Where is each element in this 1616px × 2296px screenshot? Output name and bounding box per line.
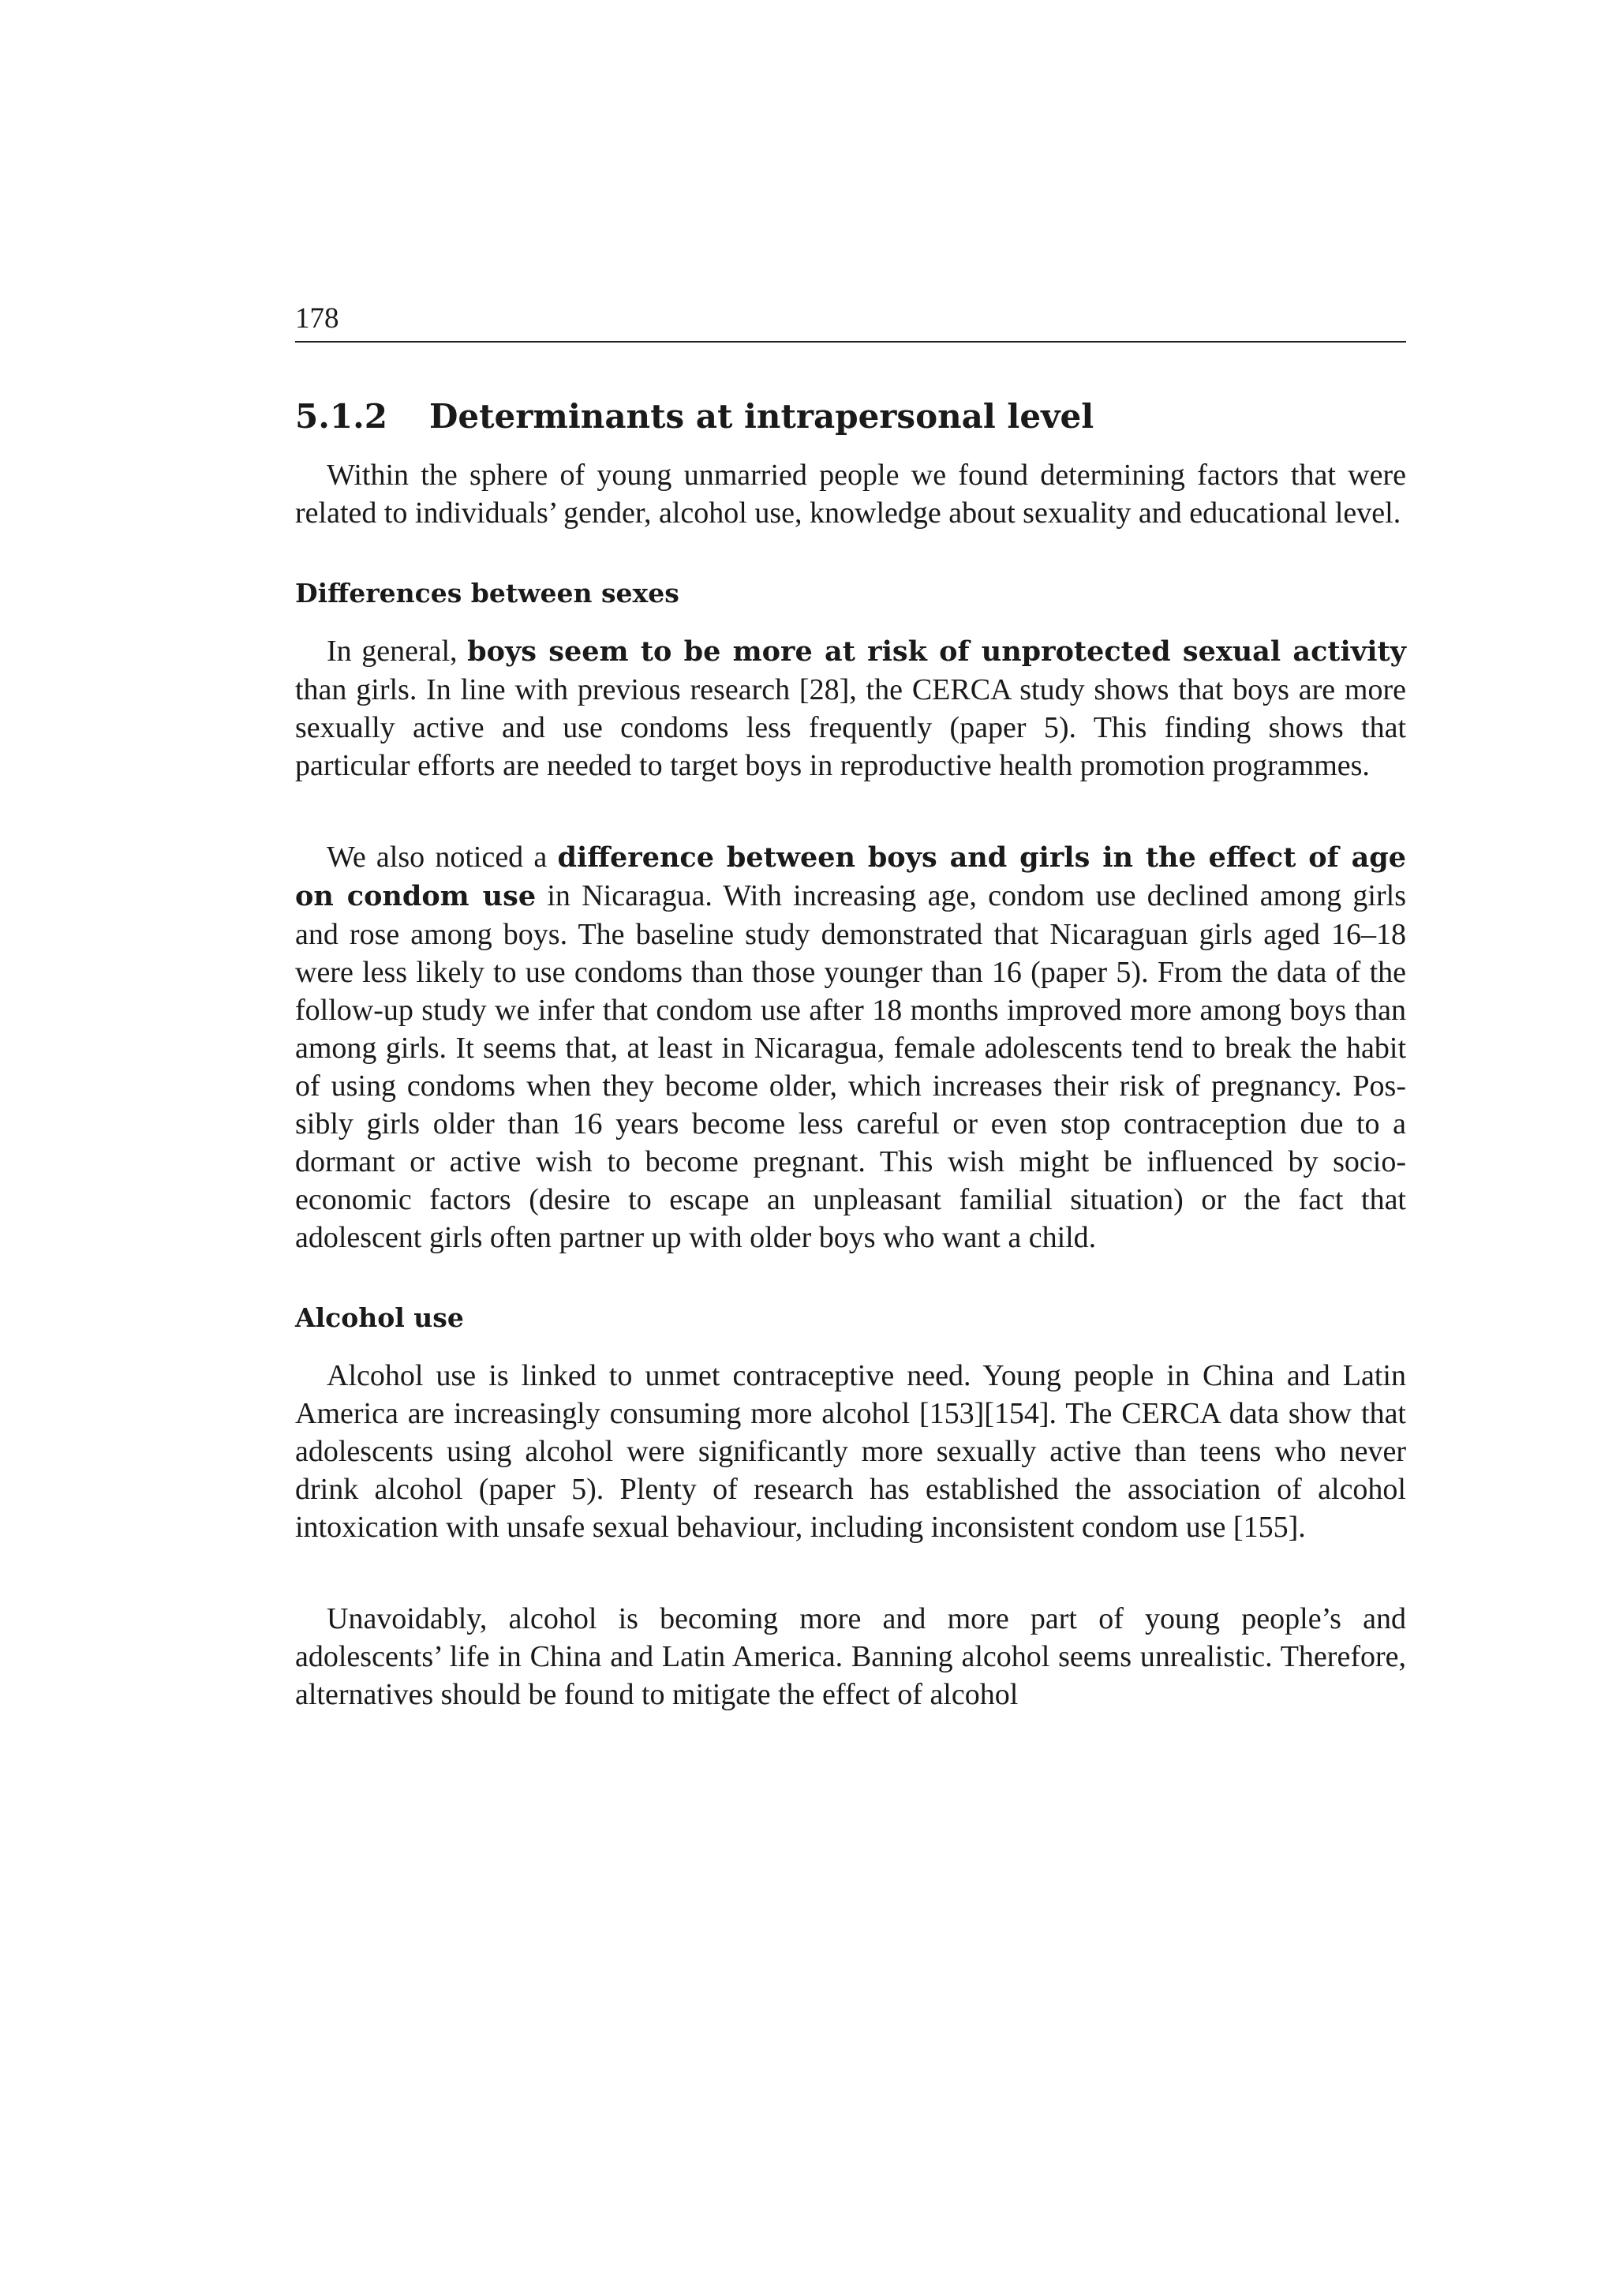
header-rule: [295, 341, 1406, 343]
sexes-p1-pre: In general,: [327, 635, 468, 668]
sexes-paragraph-2: [295, 838, 1406, 1257]
alcohol-paragraph-2: Unavoidably, alcohol is becoming more and more part of young people’s and adolescents’ life in China and Latin America. Banning alcohol seems unrealistic. Therefore, alternatives should be found to mitigate the effect of alcohol: [295, 1602, 1406, 1711]
sexes-p2-pre: We also noticed a: [327, 841, 558, 874]
sexes-p2-bold: difference between boys and girls in the effect of age on condom use: [295, 841, 1406, 912]
subheading-alcohol-use: Alcohol use: [295, 1302, 464, 1333]
sexes-p1-post: than girls. In line with previous research [28], the CERCA study shows that boys are more sexually active and use condoms less frequently (paper 5). This finding shows that particular efforts are needed to target boys in reproductive health promotion programmes.: [295, 673, 1406, 782]
page-body: [295, 393, 1406, 1714]
section-heading: [295, 393, 1406, 440]
section-title: Determinants at intrapersonal level: [429, 397, 1094, 436]
intro-paragraph: Within the sphere of young unmarried people we found determining factors that were related to individuals’ gender, alcohol use, knowledge about sexuality and educational level.: [295, 459, 1406, 530]
alcohol-paragraph-1: Alcohol use is linked to unmet contraceptive need. Young people in China and Latin America are increasingly consuming more alcohol [153][154]. The CERCA data show that adolescents using alcohol were significantly more sexually active than teens who never drink alcohol (paper 5). Plenty of research has established the association of alcohol intoxication with unsafe sexual behaviour, including inconsistent condom use [155].: [295, 1359, 1406, 1544]
sexes-p2-post: in Nicaragua. With increasing age, condom use declined among girls and rose among boys. The baseline study demonstrated that Nicaraguan girls aged 16–18 were less likely to use condoms than those younger than 16 (paper 5). From the data of the follow-up study we infer that condom use after 18 months improved more among boys than among girls. It seems that, at least in Nicaragua, female adolescents tend to break the habit of using condoms when they become older, which increases their risk of pregnancy. Possibly girls older than 16 years become less careful or even stop contraception due to a dormant or active wish to become pregnant. This wish might be influenced by socio-economic factors (desire to escape an unpleasant familial situation) or the fact that adolescent girls often partner up with older boys who want a child.: [295, 879, 1406, 1254]
sexes-paragraph-1: [295, 632, 1406, 785]
sexes-p1-bold: boys seem to be more at risk of unprotected sexual activity: [467, 635, 1406, 668]
subheading-differences-between-sexes: Differences between sexes: [295, 578, 679, 609]
page-number: 178: [295, 302, 339, 335]
section-number: 5.1.2: [295, 397, 387, 436]
